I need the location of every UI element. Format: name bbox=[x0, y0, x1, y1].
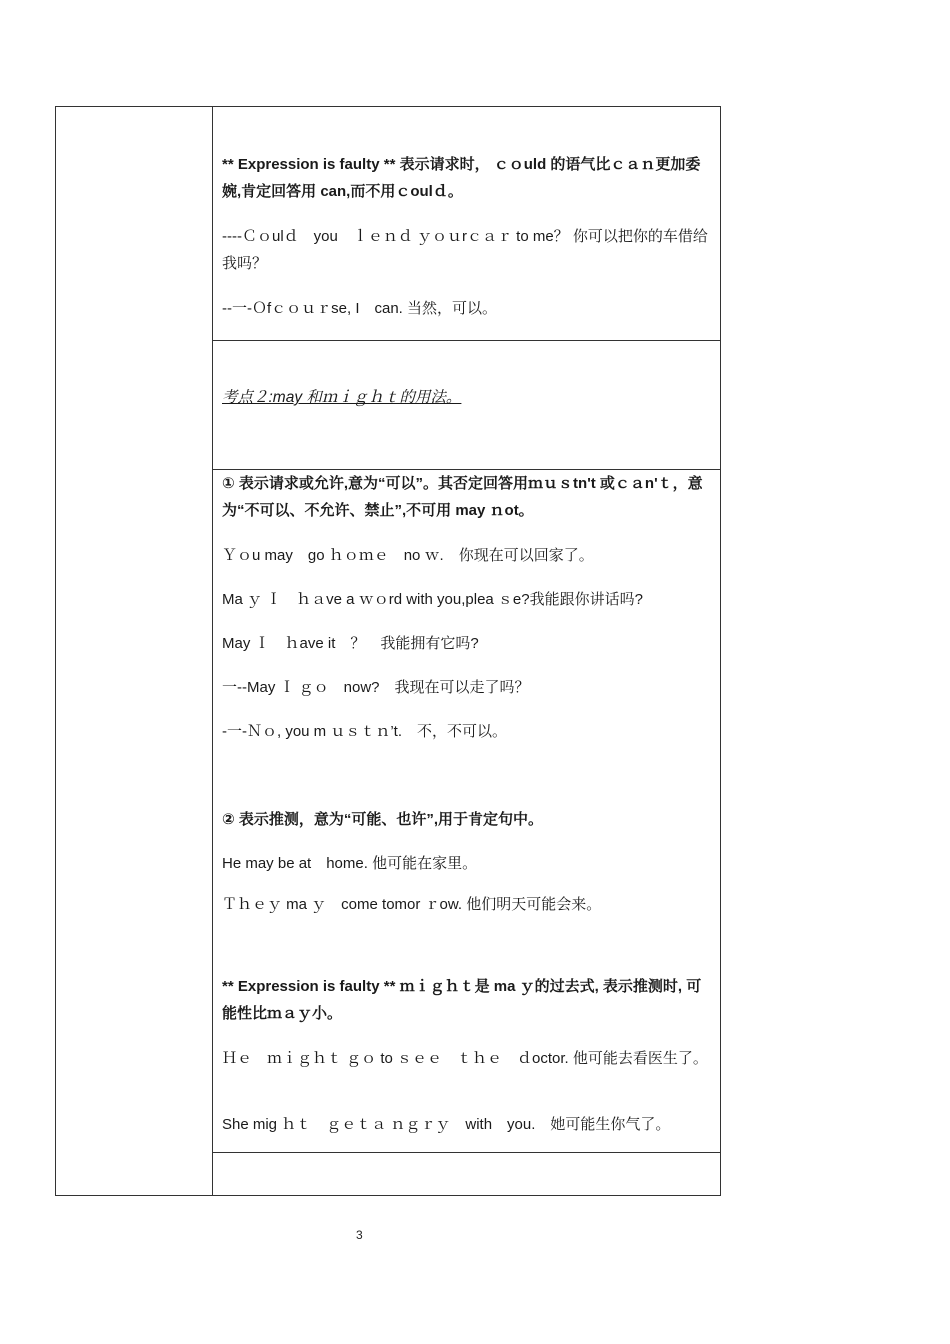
table-row-may-might bbox=[213, 470, 720, 1153]
table-row-could bbox=[213, 107, 720, 341]
example-sentence: Ｙｏu may go ｈｏｍｅ no ｗ. 你现在可以回家了。 bbox=[222, 547, 594, 564]
example-sentence: He may be at home. 他可能在家里。 bbox=[222, 855, 478, 872]
example-sentence: 一--May Ｉ ｇｏ now? 我现在可以走了吗？ bbox=[222, 679, 530, 696]
could-rule-text: ** Expression is faulty ** 表示请求时， ｃｏuld 的语气比ｃａｎ更加委婉,肯定回答用 can,而不用ｃoulｄ。 bbox=[222, 156, 701, 200]
table-row-heading bbox=[213, 341, 720, 470]
example-sentence: -一-Ｎｏ, you m ｕｓｔｎ’t. 不，不可以。 bbox=[222, 723, 508, 740]
point-request-permission: ① 表示请求或允许,意为“可以”。其否定回答用ｍｕｓtn't 或ｃａn'ｔ，意为“不可以、不允许、禁止”,不可用 may ｎot。 bbox=[222, 475, 703, 519]
might-rule-text: ** Expression is faulty ** ｍｉｇｈｔ是 ma ｙ的过去式, 表示推测时, 可能性比ｍａｙ小。 bbox=[222, 978, 702, 1022]
could-example-question: ----Ｃｏulｄ you ｌｅｎｄ ｙｏｕrｃａｒ to me？ 你可以把你的车借给我吗？ bbox=[222, 228, 708, 272]
example-sentence: Ｈｅ ｍｉｇｈｔ ｇｏ to ｓｅｅ ｔｈｅ ｄoctor. 他可能去看医生了。 bbox=[222, 1050, 708, 1067]
point-speculation: ② 表示推测，意为“可能、也许”,用于肯定句中。 bbox=[222, 811, 544, 828]
table-right-column bbox=[213, 107, 720, 1195]
page-number: 3 bbox=[356, 1228, 363, 1242]
example-sentence: Ma ｙ Ｉ ｈａve a ｗｏrd with you,plea ｓe?我能跟你讲话吗? bbox=[222, 591, 643, 608]
content-table bbox=[55, 106, 721, 1196]
table-row-empty bbox=[213, 1153, 720, 1195]
example-sentence: Ｔｈｅｙ ma ｙ come tomor ｒow. 他们明天可能会来。 bbox=[222, 896, 602, 913]
table-left-column bbox=[56, 107, 213, 1195]
could-example-answer: --一-Ｏfｃｏｕｒse, I can. 当然，可以。 bbox=[222, 300, 498, 317]
example-sentence: May Ｉ ｈave it ？ 我能拥有它吗? bbox=[222, 635, 479, 652]
example-sentence: She mig ｈｔ ｇｅｔａ ｎｇｒｙ with you. 她可能生你气了。 bbox=[222, 1116, 671, 1133]
section-heading: 考点２:may 和ｍｉｇｈｔ的用法。 bbox=[222, 389, 462, 406]
